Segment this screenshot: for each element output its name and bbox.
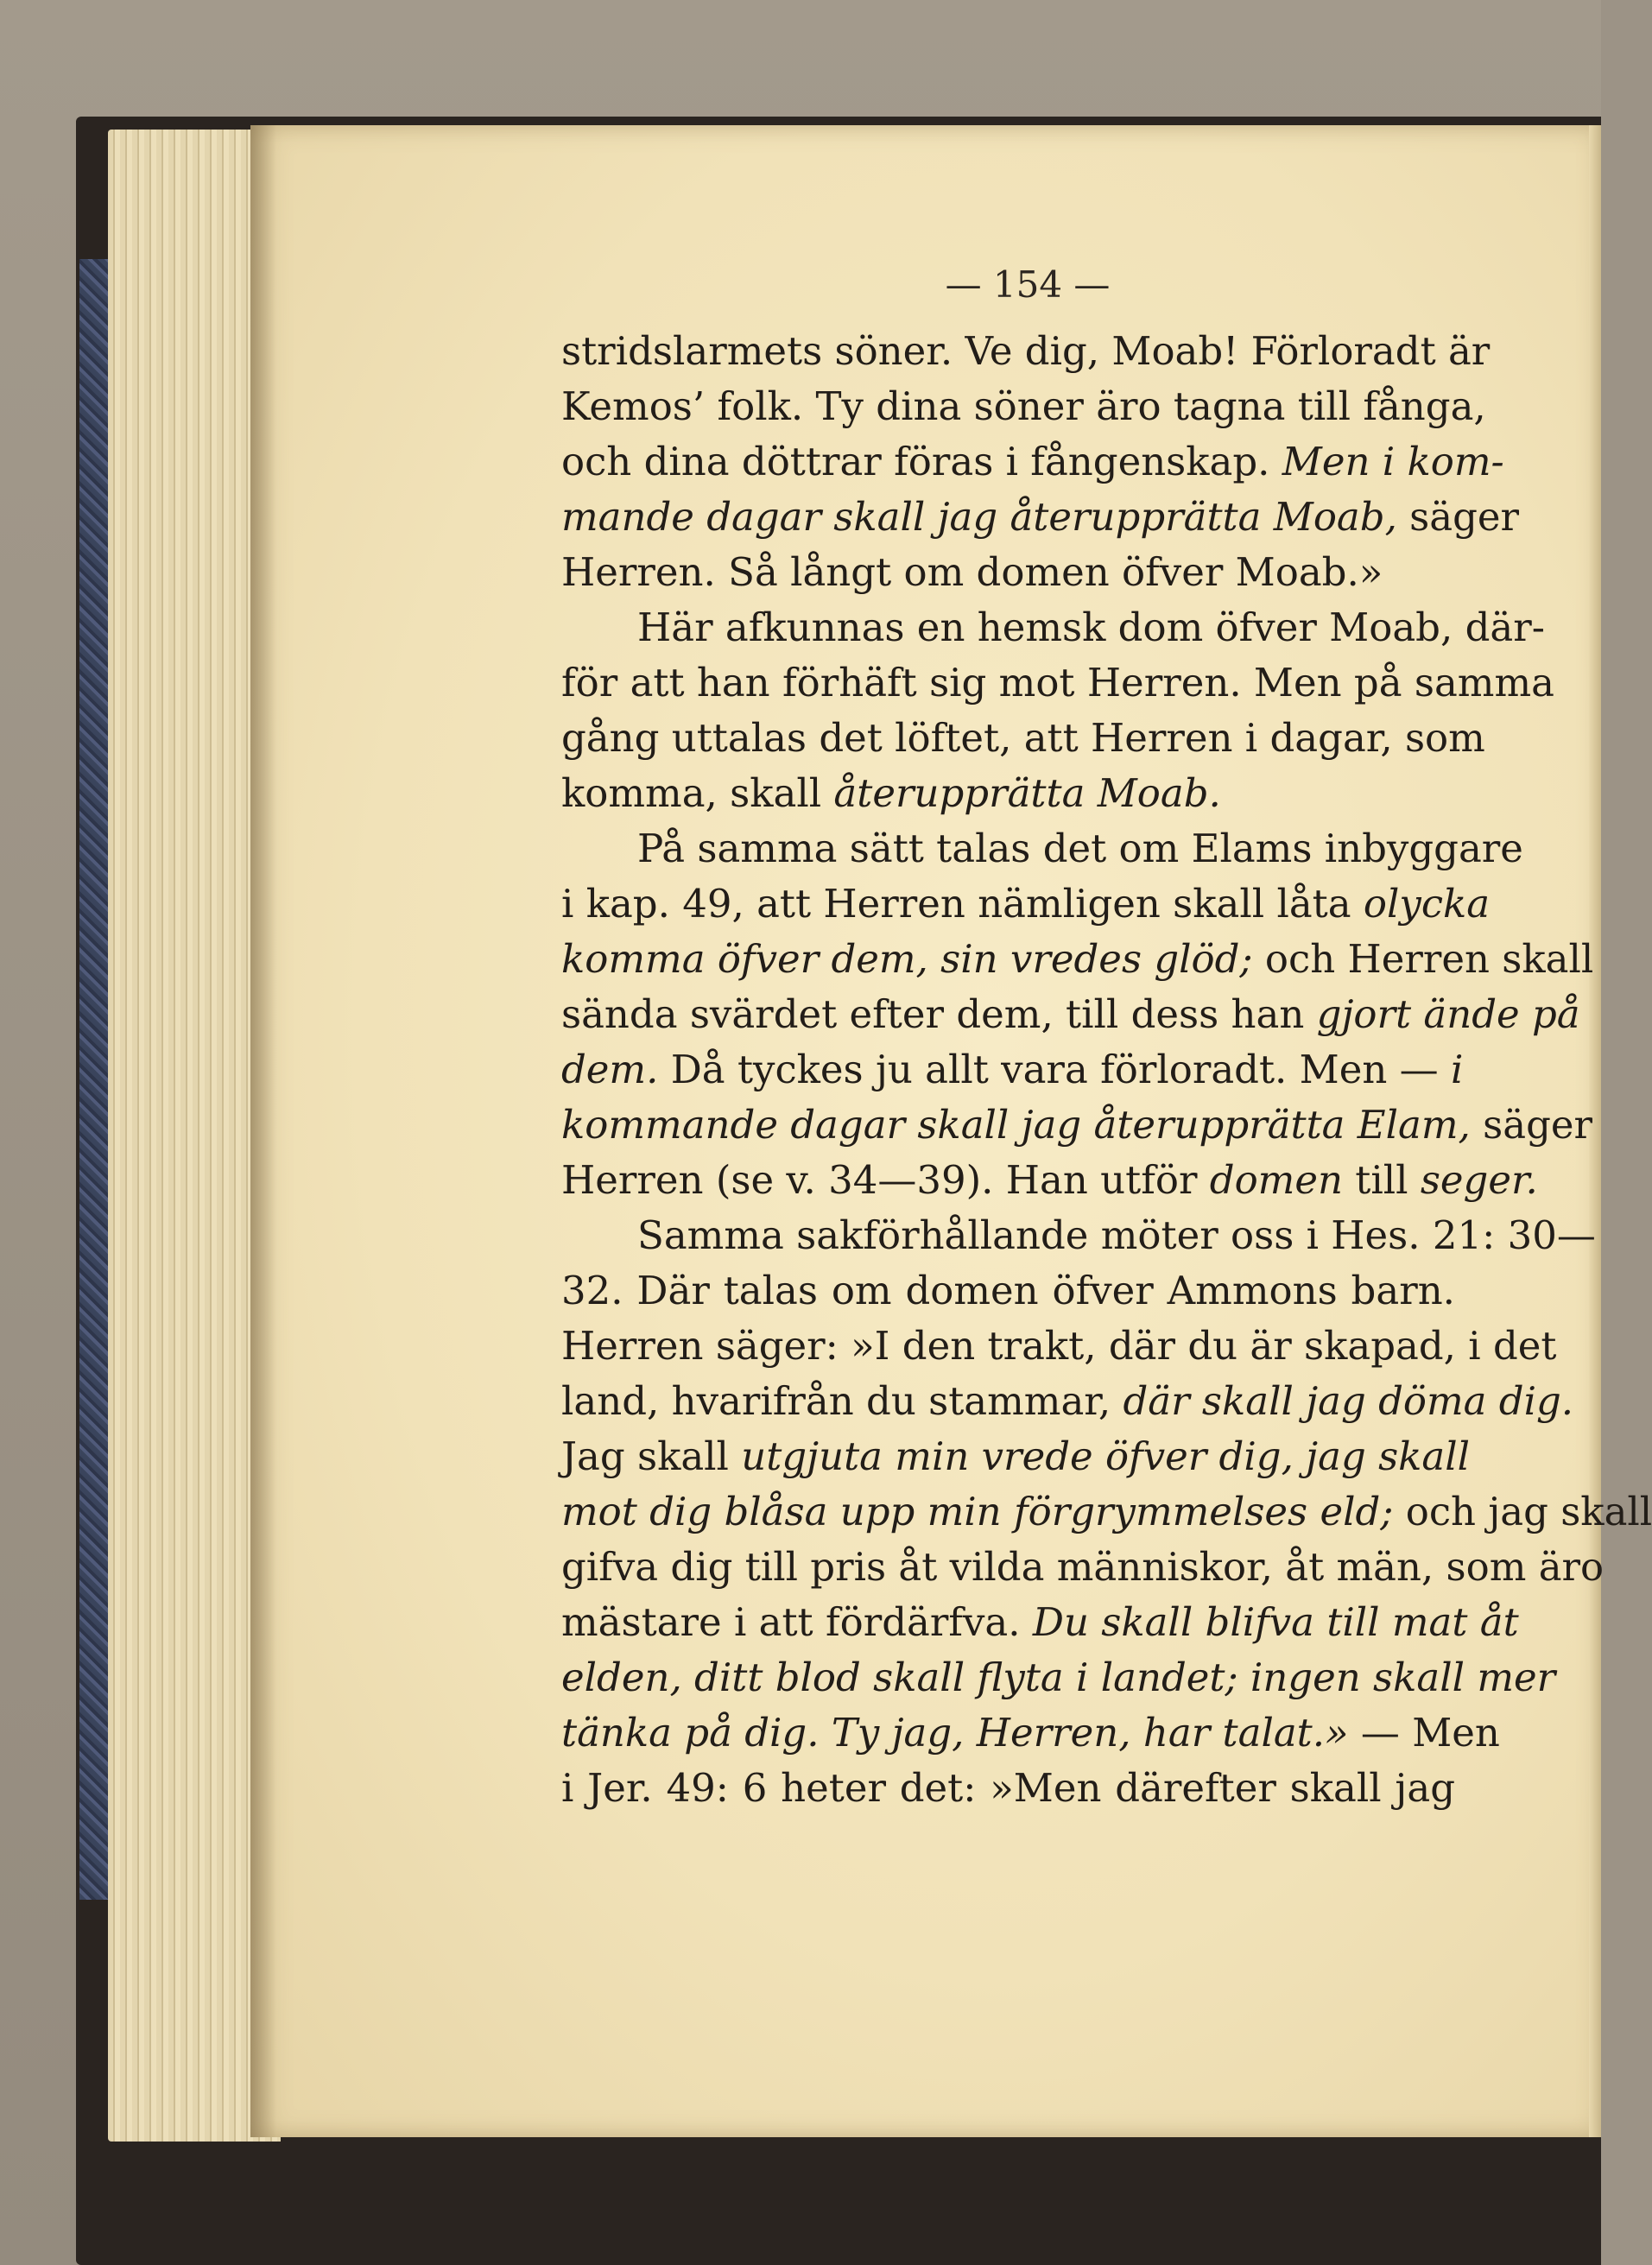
text-line xyxy=(561,1540,1605,1595)
text-line xyxy=(561,545,1455,600)
italic-text: utgjuta min vrede öfver dig, jag skall xyxy=(741,1433,1471,1479)
text-line xyxy=(561,1153,1538,1208)
italic-text: mande dagar skall jag återupprätta Moab, xyxy=(561,494,1397,540)
text-segment: Kemos’ folk. Ty dina söner äro tagna till fånga, xyxy=(561,383,1486,429)
text-segment: sända svärdet efter dem, till dess han xyxy=(561,991,1317,1037)
text-segment: i kap. 49, att Herren nämligen skall låta xyxy=(561,881,1364,927)
text-line xyxy=(561,766,1455,821)
text-segment: gång uttalas det löftet, att Herren i dagar, som xyxy=(561,715,1485,761)
text-line xyxy=(561,1650,1556,1705)
italic-text: tänka på dig. Ty jag, Herren, har talat.» xyxy=(561,1710,1349,1756)
text-line xyxy=(561,987,1580,1042)
italic-text: elden, ditt blod skall flyta i landet; ingen skall mer xyxy=(561,1654,1556,1700)
text-segment: i Jer. 49: 6 heter det: »Men därefter skall jag xyxy=(561,1765,1455,1811)
italic-text: komma öfver dem, sin vredes glöd; xyxy=(561,936,1253,982)
italic-text: seger. xyxy=(1420,1157,1538,1203)
text-segment: land, hvarifrån du stammar, xyxy=(561,1378,1123,1424)
text-line xyxy=(561,821,1523,876)
text-line xyxy=(561,1098,1593,1153)
text-segment: Jag skall xyxy=(561,1433,742,1479)
italic-text: olycka xyxy=(1363,881,1491,927)
text-line xyxy=(561,600,1545,655)
text-segment: 32. Där talas om domen öfver Ammons barn. xyxy=(561,1268,1455,1313)
text-segment: gifva dig till pris åt vilda människor, åt män, som äro xyxy=(561,1544,1605,1590)
text-segment: till xyxy=(1342,1157,1421,1203)
text-segment: och dina döttrar föras i fångenskap. xyxy=(561,439,1282,484)
text-line xyxy=(561,1761,1455,1816)
text-segment: Samma sakförhållande möter oss i Hes. 21: 30— xyxy=(637,1212,1596,1258)
text-segment: Herren säger: »I den trakt, där du är skapad, i det xyxy=(561,1323,1557,1369)
text-line xyxy=(561,1484,1652,1540)
text-segment: och Herren skall xyxy=(1252,936,1594,982)
text-line xyxy=(561,434,1504,490)
text-line xyxy=(561,1263,1455,1319)
text-line xyxy=(561,1042,1464,1098)
italic-text: i xyxy=(1450,1047,1464,1092)
text-line xyxy=(561,1595,1519,1650)
text-segment: mästare i att fördärfva. xyxy=(561,1599,1033,1645)
italic-text: Du skall blifva till mat åt xyxy=(1032,1599,1519,1645)
text-segment: Här afkunnas en hemsk dom öfver Moab, där- xyxy=(637,604,1545,650)
page-number: — 154 — xyxy=(945,263,1111,306)
text-line xyxy=(561,1705,1500,1761)
text-line xyxy=(561,655,1554,711)
text-segment: säger xyxy=(1396,494,1520,540)
text-segment: På samma sätt talas det om Elams inbyggare xyxy=(637,826,1523,871)
text-line xyxy=(561,932,1594,987)
text-segment: Herren (se v. 34—39). Han utför xyxy=(561,1157,1210,1203)
gutter-shadow xyxy=(250,125,276,2137)
body-text xyxy=(561,324,1652,1816)
text-line xyxy=(561,1374,1574,1429)
text-line xyxy=(561,1429,1471,1484)
text-segment: komma, skall xyxy=(561,770,834,816)
text-line xyxy=(561,711,1485,766)
text-segment: Då tyckes ju allt vara förloradt. Men — xyxy=(658,1047,1451,1092)
text-line xyxy=(561,490,1520,545)
text-segment: Herren. Så långt om domen öfver Moab.» xyxy=(561,549,1383,595)
italic-text: Men i kom- xyxy=(1282,439,1504,484)
text-line xyxy=(561,324,1491,379)
text-line xyxy=(561,1319,1557,1374)
text-line xyxy=(561,876,1491,932)
italic-text: kommande dagar skall jag återupprätta Elam, xyxy=(561,1102,1471,1148)
text-segment: för att han förhäft sig mot Herren. Men på samma xyxy=(561,660,1554,705)
text-segment: — Men xyxy=(1348,1710,1500,1756)
italic-text: återupprätta Moab. xyxy=(833,770,1221,816)
text-segment: säger xyxy=(1470,1102,1593,1148)
italic-text: domen xyxy=(1209,1157,1343,1203)
text-segment: stridslarmets söner. Ve dig, Moab! Förloradt är xyxy=(561,328,1491,374)
text-line xyxy=(561,379,1486,434)
italic-text: dem. xyxy=(561,1047,659,1092)
text-segment: och jag skall xyxy=(1393,1489,1652,1534)
italic-text: gjort ände på xyxy=(1316,991,1580,1037)
italic-text: mot dig blåsa upp min förgrymmelses eld; xyxy=(561,1489,1394,1534)
text-line xyxy=(561,1208,1596,1263)
italic-text: där skall jag döma dig. xyxy=(1123,1378,1574,1424)
